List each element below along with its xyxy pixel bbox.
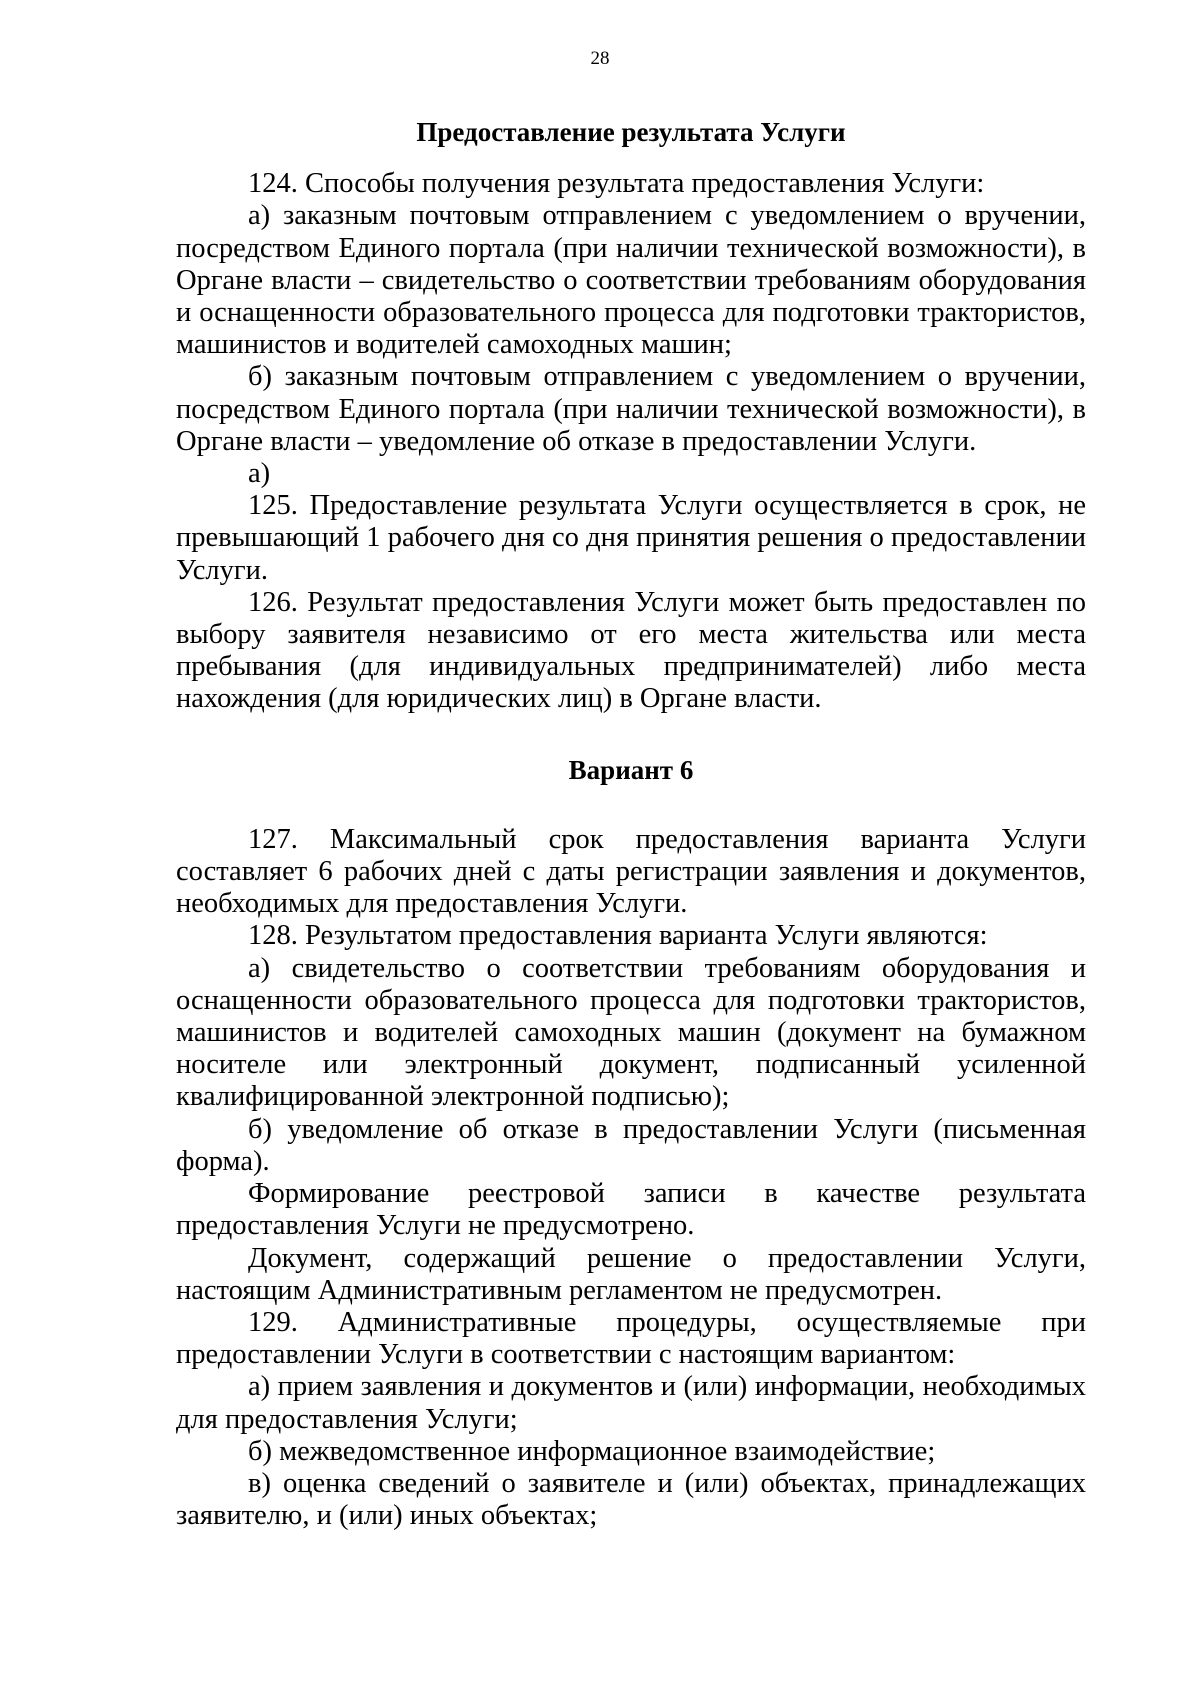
paragraph-stray-a: а) xyxy=(248,458,271,490)
paragraph-128: 128. Результатом предоставления варианта Услуги являются: xyxy=(248,920,988,952)
paragraph-126: 126. Результат предоставления Услуги может быть предоставлен по выбору заявителя независимо от его места жительства или места пребывания (для индивидуальных предпринимателей) либо места нахождения (для юридических лиц) в Органе власти. xyxy=(176,586,1086,715)
paragraph-128-b: б) уведомление об отказе в предоставлении Услуги (письменная форма). xyxy=(176,1113,1086,1177)
paragraph-124: 124. Способы получения результата предоставления Услуги: xyxy=(248,168,985,200)
paragraph-129-c: в) оценка сведений о заявителе и (или) объектах, принадлежащих заявителю, и (или) иных объектах; xyxy=(176,1467,1086,1532)
paragraph-129-b: б) межведомственное информационное взаимодействие; xyxy=(248,1435,936,1467)
section-heading-result: Предоставление результата Услуги xyxy=(416,117,846,147)
paragraph-125: 125. Предоставление результата Услуги осуществляется в срок, не превышающий 1 рабочего дня со дня принятия решения о предоставлении Услуги. xyxy=(176,490,1086,586)
paragraph-129-a: а) прием заявления и документов и (или) информации, необходимых для предоставления Услуги; xyxy=(176,1371,1086,1435)
document-body xyxy=(176,116,1086,1532)
paragraph-127: 127. Максимальный срок предоставления варианта Услуги составляет 6 рабочих дней с даты регистрации заявления и документов, необходимых для предоставления Услуги. xyxy=(176,823,1086,920)
page-number: 28 xyxy=(590,48,610,69)
paragraph-registry-record: Формирование реестровой записи в качестве результата предоставления Услуги не предусмотрено. xyxy=(176,1178,1086,1242)
paragraph-128-a: а) свидетельство о соответствии требованиям оборудования и оснащенности образовательного процесса для подготовки трактористов, машинистов и водителей самоходных машин (документ на бумажном носителе или электронный документ, подписанный усиленной квалифицированной электронной подписью); xyxy=(176,952,1086,1113)
section-heading-variant: Вариант 6 xyxy=(568,754,694,785)
paragraph-decision-document: Документ, содержащий решение о предоставлении Услуги, настоящим Административным регламентом не предусмотрен. xyxy=(176,1242,1086,1306)
paragraph-124-b: б) заказным почтовым отправлением с уведомлением о вручении, посредством Единого портала (при наличии технической возможности), в Органе власти – уведомление об отказе в предоставлении Услуги. xyxy=(176,361,1086,457)
paragraph-129: 129. Административные процедуры, осуществляемые при предоставлении Услуги в соответствии с настоящим вариантом: xyxy=(176,1306,1086,1371)
paragraph-124-a: а) заказным почтовым отправлением с уведомлением о вручении, посредством Единого портала (при наличии технической возможности), в Органе власти – свидетельство о соответствии требованиям оборудования и оснащенности образовательного процесса для подготовки трактористов, машинистов и водителей самоходных машин; xyxy=(176,200,1086,361)
